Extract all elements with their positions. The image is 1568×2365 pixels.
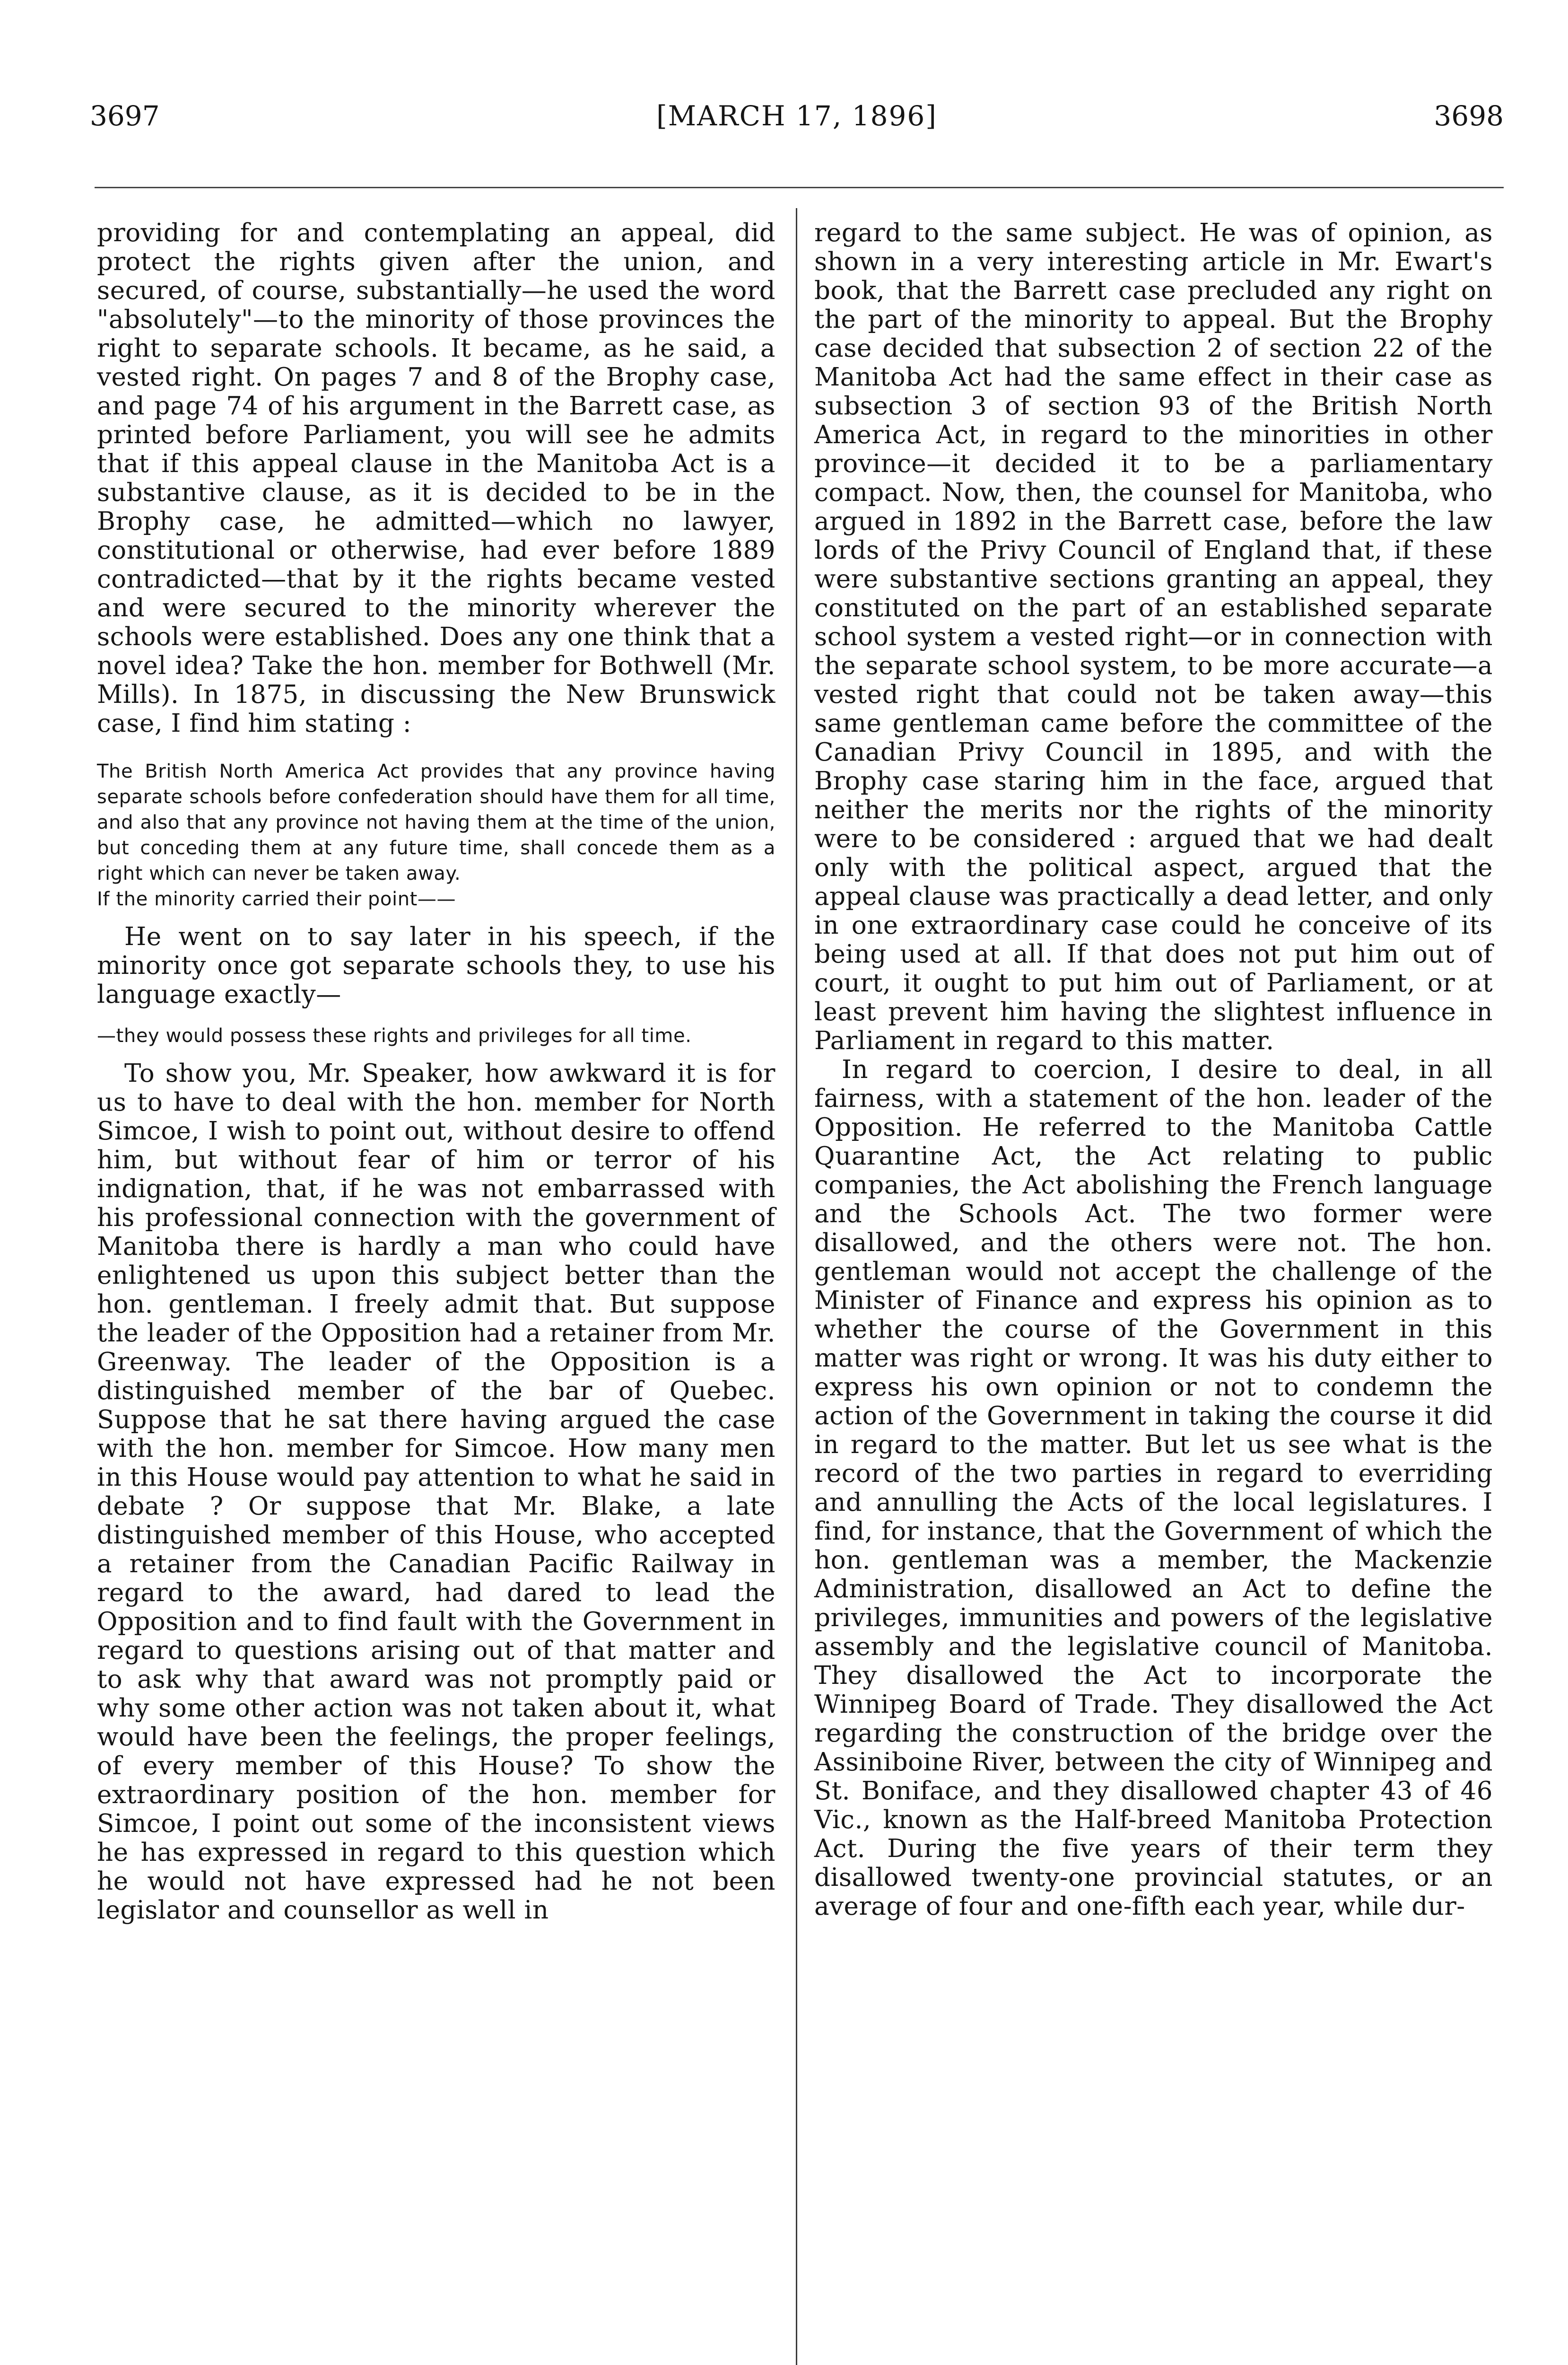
header-date: [MARCH 17, 1896] xyxy=(656,100,937,132)
quoted-passage-1: The British North America Act provides that any province having separate schools before confederation should have them for all time, and also that any province not having them at the time of the union, but conceding them at any future time, shall concede them as a right which can never be taken away. xyxy=(97,761,775,885)
quoted-passage-1-tail: If the minority carried their point—— xyxy=(97,888,456,910)
column-divider xyxy=(796,208,797,2365)
page-header xyxy=(90,97,1504,135)
quoted-passage-2: —they would possess these rights and privileges for all time. xyxy=(97,1025,692,1047)
left-paragraph-1: providing for and contemplating an appeal, did protect the rights given after the union, and secured, of course, substantially—he used the word "absolutely"—to the minority of those provinces the right to separate schools. It became, as he said, a vested right. On pages 7 and 8 of the Brophy case, and page 74 of his argument in the Barrett case, as printed before Parliament, you will see he admits that if this appeal clause in the Manitoba Act is a substantive clause, as it is decided to be in the Brophy case, he admitted—which no lawyer, constitutional or otherwise, had ever before 1889 contradicted—that by it the rights became vested and were secured to the minority wherever the schools were established. Does any one think that a novel idea? Take the hon. member for Bothwell (Mr. Mills). In 1875, in discussing the New Brunswick case, I find him stating : xyxy=(97,219,775,738)
right-page-number: 3698 xyxy=(1434,100,1504,132)
left-paragraph-2: He went on to say later in his speech, if the minority once got separate schools they, to use his language exactly— xyxy=(97,922,775,1009)
header-rule xyxy=(95,187,1504,188)
right-paragraph-1: regard to the same subject. He was of opinion, as shown in a very interesting article in Mr. Ewart's book, that the Barrett case precluded any right on the part of the minority to appeal. But the Brophy case decided that subsection 2 of section 22 of the Manitoba Act had the same effect in their case as subsection 3 of section 93 of the British North America Act, in regard to the minorities in other province—it decided it to be a parliamentary compact. Now, then, the counsel for Manitoba, who argued in 1892 in the Barrett case, before the law lords of the Privy Council of England that, if these were substantive sections granting an appeal, they constituted on the part of an established separate school system a vested right—or in connection with the separate school system, to be more accurate—a vested right that could not be taken away—this same gentleman came before the committee of the Canadian Privy Council in 1895, and with the Brophy case staring him in the face, argued that neither the merits nor the rights of the minority were to be considered : argued that we had dealt only with the political aspect, argued that the appeal clause was practically a dead letter, and only in one extraordinary case could he conceive of its being used at all. If that does not put him out of court, it ought to put him out of Parliament, or at least prevent him having the slightest influence in Parliament in regard to this matter. xyxy=(814,219,1493,1055)
left-paragraph-3: To show you, Mr. Speaker, how awkward it is for us to have to deal with the hon. member for North Simcoe, I wish to point out, without desire to offend him, but without fear of him or terror of his indignation, that, if he was not embarrassed with his professional connection with the government of Manitoba there is hardly a man who could have enlightened us upon this subject better than the hon. gentleman. I freely admit that. But suppose the leader of the Opposition had a retainer from Mr. Greenway. The leader of the Opposition is a distinguished member of the bar of Quebec. Suppose that he sat there having argued the case with the hon. member for Simcoe. How many men in this House would pay attention to what he said in debate ? Or suppose that Mr. Blake, a late distinguished member of this House, who accepted a retainer from the Canadian Pacific Railway in regard to the award, had dared to lead the Opposition and to find fault with the Government in regard to questions arising out of that matter and to ask why that award was not promptly paid or why some other action was not taken about it, what would have been the feelings, the proper feelings, of every member of this House? To show the extraordinary position of the hon. member for Simcoe, I point out some of the inconsistent views he has expressed in regard to this question which he would not have expressed had he not been legislator and counsellor as well in xyxy=(97,1059,775,1925)
left-page-number: 3697 xyxy=(90,100,160,132)
right-column xyxy=(814,219,1493,1921)
right-paragraph-2: In regard to coercion, I desire to deal, in all fairness, with a statement of the hon. leader of the Opposition. He referred to the Manitoba Cattle Quarantine Act, the Act relating to public companies, the Act abolishing the French language and the Schools Act. The two former were disallowed, and the others were not. The hon. gentleman would not accept the challenge of the Minister of Finance and express his opinion as to whether the course of the Government in this matter was right or wrong. It was his duty either to express his own opinion or not to condemn the action of the Government in taking the course it did in regard to the matter. But let us see what is the record of the two parties in regard to everriding and annulling the Acts of the local legislatures. I find, for instance, that the Government of which the hon. gentleman was a member, the Mackenzie Administration, disallowed an Act to define the privileges, immunities and powers of the legislative assembly and the legislative council of Manitoba. They disallowed the Act to incorporate the Winnipeg Board of Trade. They disallowed the Act regarding the construction of the bridge over the Assiniboine River, between the city of Winnipeg and St. Boniface, and they disallowed chapter 43 of 46 Vic., known as the Half-breed Manitoba Protection Act. During the five years of their term they disallowed twenty-one provincial statutes, or an average of four and one-fifth each year, while dur- xyxy=(814,1055,1493,1921)
left-column xyxy=(97,219,775,1925)
